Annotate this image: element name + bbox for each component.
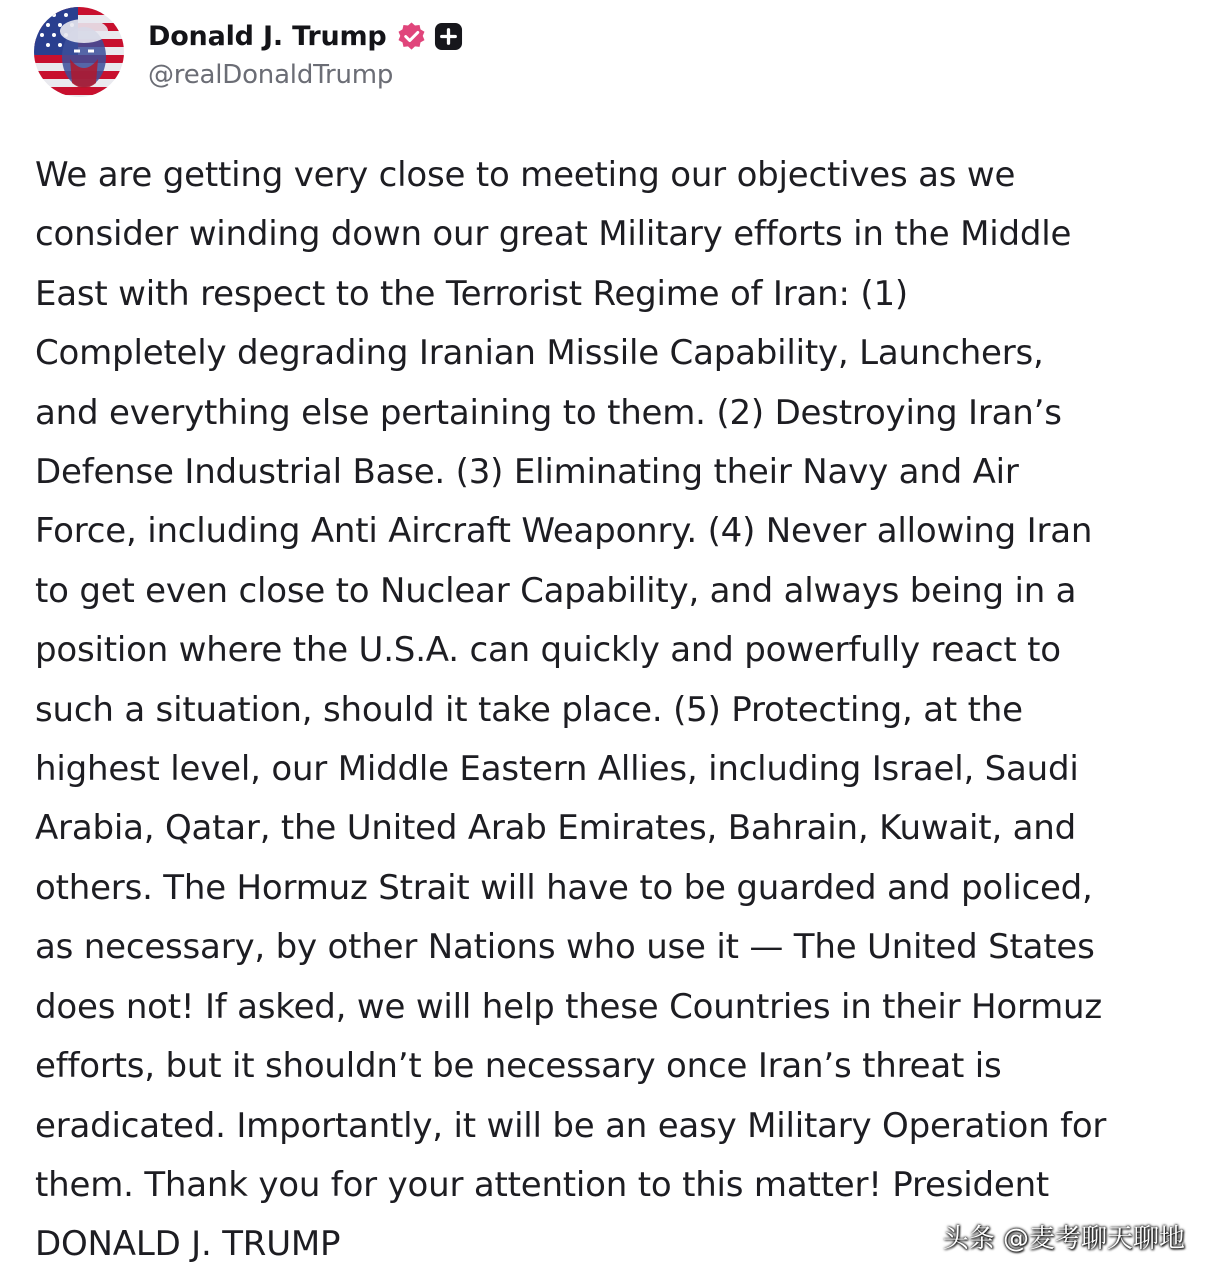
post-text-line: efforts, but it shouldn’t be necessary once Iran’s threat is — [35, 1046, 1002, 1087]
author-identity — [148, 7, 463, 97]
post-text-line: eradicated. Importantly, it will be an easy Military Operation for — [35, 1105, 1107, 1146]
post-text-line: position where the U.S.A. can quickly and powerfully react to — [35, 630, 1061, 671]
post-text-line: East with respect to the Terrorist Regime of Iran: (1) — [35, 273, 908, 314]
plus-badge-icon — [434, 22, 463, 51]
post-text-line: Arabia, Qatar, the United Arab Emirates, Bahrain, Kuwait, and — [35, 808, 1077, 849]
post-text-line: to get even close to Nuclear Capability, and always being in a — [35, 570, 1077, 611]
post-text-line: highest level, our Middle Eastern Allies, including Israel, Saudi — [35, 749, 1079, 790]
post-text-line: such a situation, should it take place. (5) Protecting, at the — [35, 689, 1023, 730]
post-text-line: We are getting very close to meeting our objectives as we — [35, 155, 1016, 195]
post-text-line: consider winding down our great Military efforts in the Middle — [35, 214, 1072, 255]
post-text-line: does not! If asked, we will help these Countries in their Hormuz — [35, 986, 1103, 1027]
post-text-line: and everything else pertaining to them. (2) Destroying Iran’s — [35, 392, 1062, 433]
post-text-line: Defense Industrial Base. (3) Eliminating their Navy and Air — [35, 452, 1019, 493]
verified-badge-icon — [396, 21, 427, 52]
name-row — [148, 14, 463, 58]
avatar[interactable] — [34, 7, 124, 97]
post-text-line: others. The Hormuz Strait will have to be guarded and policed, — [35, 867, 1093, 908]
post-text — [35, 146, 1185, 1275]
watermark: 头条 @麦考聊天聊地 — [942, 1224, 1185, 1254]
post-text-line: Force, including Anti Aircraft Weaponry. (4) Never allowing Iran — [35, 511, 1093, 552]
author-handle[interactable]: @realDonaldTrump — [148, 60, 394, 90]
post-text-line: DONALD J. TRUMP — [35, 1224, 341, 1265]
post-header — [34, 6, 463, 98]
post-text-line: Completely degrading Iranian Missile Capability, Launchers, — [35, 333, 1044, 374]
post-text-line: as necessary, by other Nations who use it — The United States — [35, 927, 1095, 968]
avatar-image — [34, 7, 124, 97]
post-text-line: them. Thank you for your attention to this matter! President — [35, 1164, 1050, 1205]
author-display-name[interactable]: Donald J. Trump — [148, 20, 387, 52]
